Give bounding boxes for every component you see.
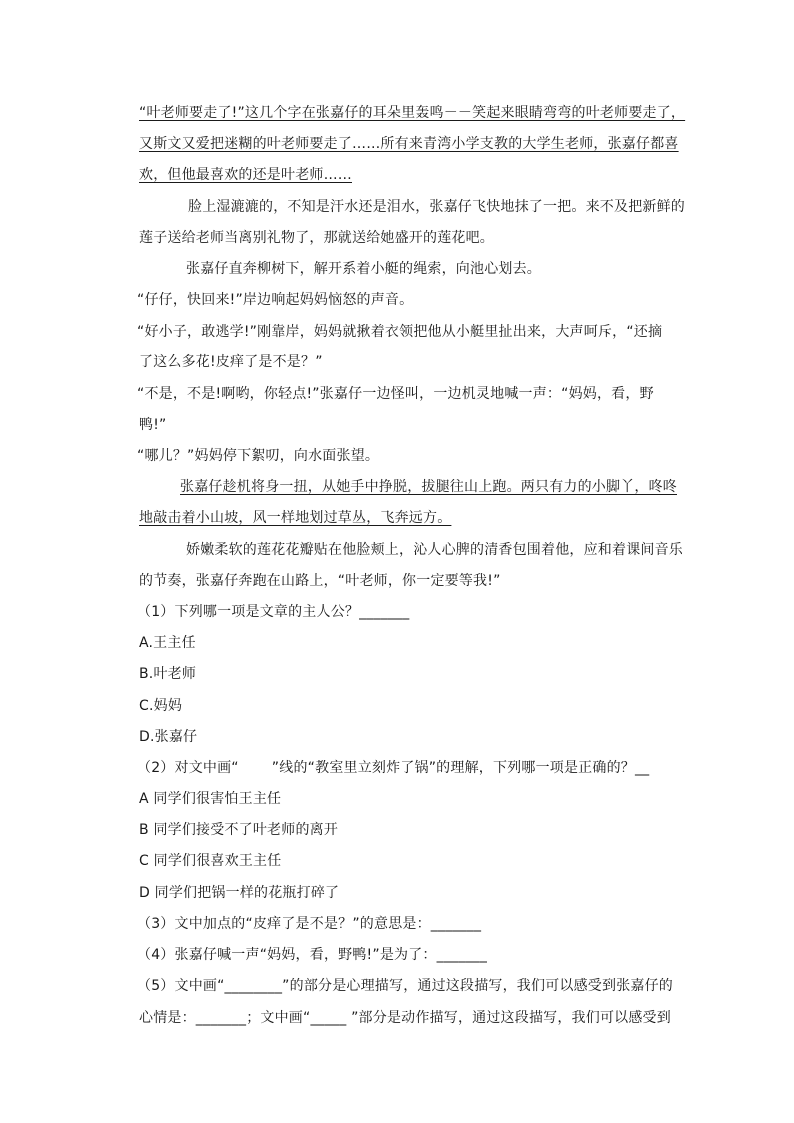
question-3: （3）文中加点的“皮痒了是不是？”的意思是：_______: [137, 916, 482, 932]
passage-line: 张嘉仔趁机将身一扭，从她手中挣脱，拔腿往山上跑。两只有力的小脚丫，咚咚: [180, 479, 677, 495]
passage-line: 的节奏，张嘉仔奔跑在山路上，“叶老师，你一定要等我!”: [139, 573, 501, 589]
question-5: （5）文中画“________”的部分是心理描写，通过这段描写，我们可以感受到张嘉仔的: [137, 978, 674, 994]
passage-line: 欢，但他最喜欢的还是叶老师……: [139, 167, 352, 183]
option-d: D.张嘉仔: [139, 729, 198, 745]
option-a: A.王主任: [139, 635, 196, 651]
passage-line: “叶老师要走了!”这几个字在张嘉仔的耳朵里轰鸣－－笑起来眼睛弯弯的叶老师要走了，: [139, 105, 686, 121]
question-2: （2）对文中画“ ”线的“教室里立刻炸了锅”的理解，下列哪一项是正确的？__: [137, 760, 650, 776]
option-b: B.叶老师: [139, 666, 197, 682]
passage-line: 脸上湿漉漉的，不知是汗水还是泪水，张嘉仔飞快地抹了一把。来不及把新鲜的: [188, 199, 685, 215]
passage-line: “好小子，敢逃学!”刚靠岸，妈妈就揪着衣领把他从小艇里扯出来，大声呵斥，“还摘: [137, 324, 663, 340]
passage-line: “不是，不是!啊哟，你轻点!”张嘉仔一边怪叫，一边机灵地喊一声：“妈妈，看，野: [137, 386, 654, 402]
passage-line: “仔仔，快回来!”岸边响起妈妈恼怒的声音。: [137, 292, 414, 308]
passage-line: “哪儿？”妈妈停下絮叨，向水面张望。: [137, 448, 380, 464]
question-1: （1）下列哪一项是文章的主人公？_______: [137, 604, 410, 620]
option-c: C.妈妈: [139, 698, 183, 714]
passage-line: 张嘉仔直奔柳树下，解开系着小艇的绳索，向池心划去。: [186, 261, 541, 277]
question-4: （4）张嘉仔喊一声“妈妈，看，野鸭!”是为了：_______: [137, 947, 488, 963]
question-5-continued: 心情是：_______；文中画“_____ ”部分是动作描写，通过这段描写，我们可以感受到: [139, 1010, 671, 1026]
option-c: C 同学们很喜欢王主任: [139, 853, 282, 869]
passage-line: 鸭!”: [139, 417, 167, 433]
option-d: D 同学们把锅一样的花瓶打碎了: [139, 885, 340, 901]
passage-line: 娇嫩柔软的莲花花瓣贴在他脸颊上，沁人心脾的清香包围着他，应和着课间音乐: [186, 542, 683, 558]
option-b: B 同学们接受不了叶老师的离开: [139, 822, 339, 838]
passage-line: 又斯文又爱把迷糊的叶老师要走了……所有来青湾小学支教的大学生老师，张嘉仔都喜: [139, 136, 679, 152]
passage-line: 莲子送给老师当离别礼物了，那就送给她盛开的莲花吧。: [139, 230, 494, 246]
passage-line: 地敲击着小山坡，风一样地划过草丛，飞奔远方。: [139, 510, 452, 526]
option-a: A 同学们很害怕王主任: [139, 791, 282, 807]
passage-line: 了这么多花!皮痒了是不是？”: [139, 354, 323, 370]
